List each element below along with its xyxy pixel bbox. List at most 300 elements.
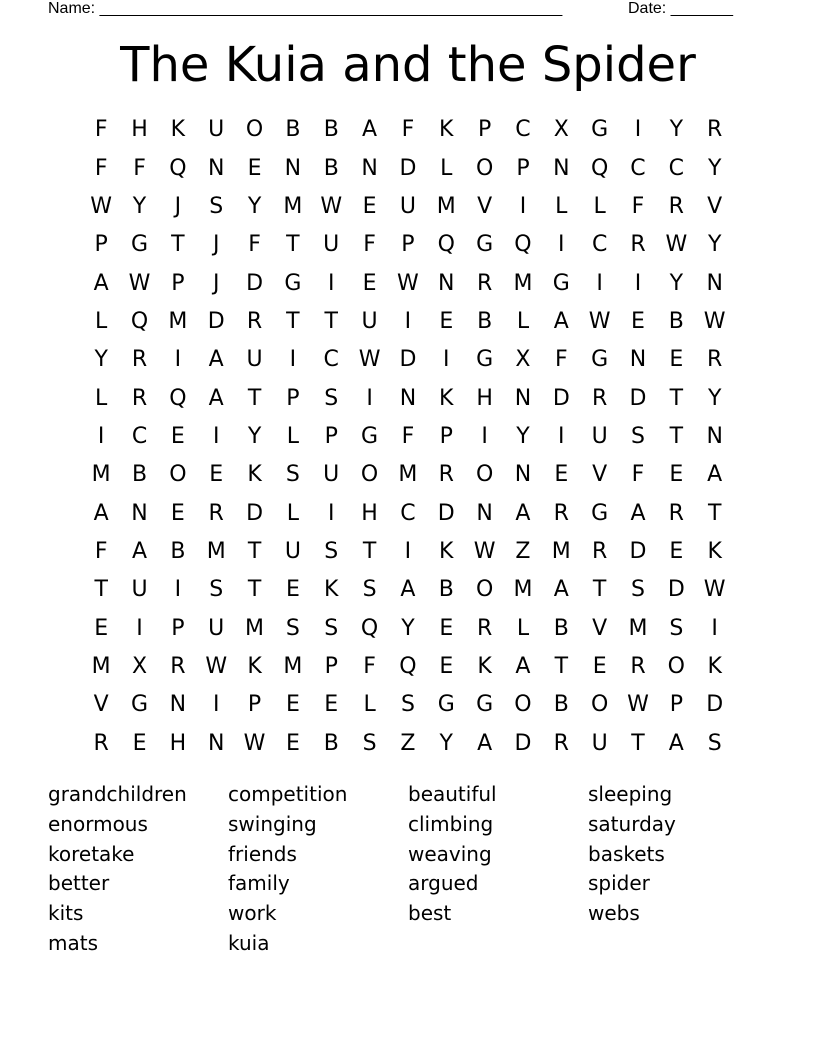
grid-letter: U (323, 232, 340, 258)
grid-letter: C (323, 347, 339, 373)
grid-letter: W (358, 347, 381, 373)
grid-letter: P (171, 270, 185, 296)
grid-letter: D (437, 500, 455, 526)
grid-row (82, 149, 734, 187)
grid-letter: Y (516, 423, 530, 449)
word-list (48, 780, 768, 959)
word-list-item: grandchildren (48, 782, 187, 806)
grid-letter: S (324, 385, 339, 411)
grid-letter: T (286, 308, 300, 334)
grid-letter: S (362, 730, 377, 756)
grid-letter: L (286, 423, 300, 449)
grid-letter: N (514, 462, 532, 488)
name-field-label: Name: ____________________________________________________ (48, 0, 563, 17)
grid-letter: P (94, 232, 108, 258)
word-list-item: webs (588, 901, 640, 926)
name-date-line (48, 0, 748, 18)
grid-letter: D (246, 500, 264, 526)
grid-letter: G (437, 692, 455, 718)
page-title: The Kuia and the Spider (120, 37, 696, 93)
grid-letter: T (247, 577, 262, 603)
grid-letter: G (130, 692, 149, 718)
grid-letter: W (588, 308, 611, 334)
grid-letter: K (439, 385, 454, 411)
grid-letter: A (553, 308, 569, 334)
grid-letter: F (133, 155, 146, 181)
grid-letter: N (399, 385, 417, 411)
grid-letter: T (247, 538, 262, 564)
grid-letter: Y (401, 615, 415, 641)
grid-letter: N (706, 270, 723, 296)
grid-letter: R (208, 500, 224, 526)
word-list-item: spider (588, 871, 650, 896)
grid-letter: N (131, 500, 148, 526)
grid-letter: Q (360, 615, 379, 641)
grid-letter: E (285, 730, 300, 756)
grid-letter: I (404, 538, 412, 564)
grid-letter: M (206, 538, 226, 564)
word-list-item: baskets (588, 841, 665, 866)
grid-letter: R (131, 347, 148, 373)
grid-letter: T (94, 577, 108, 603)
grid-letter: M (628, 615, 648, 641)
grid-letter: I (289, 347, 297, 373)
grid-letter: L (95, 385, 108, 411)
grid-letter: R (707, 347, 723, 373)
grid-letter: R (630, 232, 646, 258)
grid-letter: A (707, 462, 723, 488)
grid-letter: D (667, 577, 685, 603)
grid-letter: M (91, 653, 111, 679)
grid-letter: T (592, 577, 607, 603)
grid-letter: K (247, 653, 262, 679)
grid-letter: H (169, 730, 187, 756)
grid-row (82, 456, 734, 494)
grid-letter: B (477, 308, 493, 334)
grid-letter: I (404, 308, 412, 334)
grid-letter: B (323, 730, 339, 756)
grid-letter: Q (399, 653, 417, 679)
grid-letter: G (591, 117, 609, 143)
grid-letter: W (703, 577, 726, 603)
date-field-label: Date: _______ (628, 0, 733, 17)
grid-letter: K (439, 538, 454, 564)
grid-letter: K (707, 653, 722, 679)
grid-letter: F (94, 117, 108, 143)
grid-letter: E (94, 615, 109, 641)
grid-letter: N (207, 155, 225, 181)
grid-letter: U (208, 615, 225, 641)
grid-letter: L (363, 692, 376, 718)
grid-letter: E (209, 462, 224, 488)
grid-letter: G (591, 347, 609, 373)
grid-letter: Q (169, 385, 187, 411)
grid-letter: D (399, 347, 417, 373)
grid-letter: A (400, 577, 416, 603)
grid-letter: Q (169, 155, 187, 181)
grid-letter: U (323, 462, 340, 488)
grid-letter: T (171, 232, 185, 258)
grid-letter: C (668, 155, 685, 181)
grid-letter: E (669, 538, 684, 564)
grid-row (82, 571, 734, 609)
grid-letter: J (212, 232, 220, 258)
grid-letter: A (477, 730, 493, 756)
grid-letter: U (246, 347, 263, 373)
grid-row (82, 379, 734, 417)
grid-letter: P (171, 615, 185, 641)
grid-letter: L (516, 308, 530, 334)
grid-letter: B (323, 117, 339, 143)
grid-letter: I (174, 577, 182, 603)
grid-letter: A (208, 385, 224, 411)
grid-letter: S (209, 577, 224, 603)
grid-letter: U (284, 538, 301, 564)
grid-letter: R (476, 270, 493, 296)
grid-letter: P (477, 117, 492, 143)
grid-letter: S (324, 538, 339, 564)
grid-letter: R (246, 308, 263, 334)
grid-letter: T (324, 308, 338, 334)
word-list-item: better (48, 871, 110, 896)
grid-letter: L (95, 308, 108, 334)
grid-letter: I (212, 692, 220, 718)
grid-letter: W (320, 193, 343, 219)
grid-letter: I (212, 423, 220, 449)
grid-letter: D (629, 385, 647, 411)
grid-letter: C (591, 232, 608, 258)
grid-letter: E (362, 270, 377, 296)
grid-letter: E (439, 308, 454, 334)
grid-letter: A (93, 270, 109, 296)
grid-letter: I (558, 423, 565, 449)
grid-row (82, 418, 734, 456)
grid-letter: Y (439, 730, 453, 756)
grid-letter: I (634, 270, 642, 296)
grid-letter: R (668, 193, 684, 219)
word-list-item: family (228, 871, 290, 896)
grid-letter: Y (247, 423, 262, 449)
grid-letter: A (93, 500, 109, 526)
grid-letter: P (324, 653, 338, 679)
grid-letter: N (706, 423, 723, 449)
grid-letter: I (711, 615, 718, 641)
grid-letter: R (630, 653, 646, 679)
grid-letter: R (553, 730, 569, 756)
grid-letter: S (209, 193, 224, 219)
grid-letter: E (554, 462, 569, 488)
grid-letter: A (668, 730, 684, 756)
grid-letter: P (669, 692, 683, 718)
grid-letter: Y (707, 155, 722, 181)
grid-letter: V (592, 615, 608, 641)
grid-letter: I (174, 347, 182, 373)
grid-letter: F (94, 538, 108, 564)
grid-row (82, 725, 734, 763)
grid-letter: O (514, 692, 532, 718)
grid-letter: G (130, 232, 149, 258)
grid-letter: N (629, 347, 647, 373)
grid-letter: E (132, 730, 147, 756)
grid-letter: D (552, 385, 570, 411)
grid-letter: A (362, 117, 378, 143)
grid-letter: W (473, 538, 496, 564)
grid-letter: E (439, 615, 454, 641)
grid-letter: M (283, 193, 303, 219)
grid-letter: N (514, 385, 532, 411)
grid-letter: S (362, 577, 377, 603)
grid-letter: Y (132, 193, 147, 219)
grid-letter: D (629, 538, 647, 564)
grid-letter: T (669, 385, 684, 411)
grid-letter: F (631, 193, 645, 219)
grid-letter: A (553, 577, 569, 603)
word-list-item: sleeping (588, 782, 673, 806)
grid-letter: I (443, 347, 450, 373)
grid-letter: S (324, 615, 339, 641)
grid-letter: I (634, 117, 642, 143)
grid-letter: L (555, 193, 568, 219)
word-list-item: competition (228, 782, 348, 806)
grid-letter: M (245, 615, 265, 641)
grid-letter: F (401, 117, 415, 143)
grid-letter: K (707, 538, 722, 564)
grid-row (82, 341, 734, 379)
grid-letter: A (131, 538, 148, 564)
grid-letter: I (327, 500, 335, 526)
grid-letter: K (477, 653, 492, 679)
grid-letter: P (439, 423, 453, 449)
word-list-item: kits (48, 901, 84, 926)
grid-letter: D (514, 730, 532, 756)
grid-letter: E (631, 308, 645, 334)
grid-row (82, 111, 734, 149)
grid-letter: D (399, 155, 417, 181)
grid-letter: M (398, 462, 418, 488)
grid-letter: R (93, 730, 109, 756)
grid-letter: G (552, 270, 570, 296)
grid-letter: M (91, 462, 111, 488)
grid-letter: Q (130, 308, 149, 334)
word-list-item: argued (408, 871, 479, 896)
grid-letter: E (170, 500, 185, 526)
grid-letter: T (362, 538, 377, 564)
word-list-item: saturday (588, 811, 676, 836)
grid-letter: E (669, 347, 684, 373)
grid-letter: E (285, 577, 300, 603)
grid-letter: T (554, 653, 569, 679)
grid-letter: N (476, 500, 493, 526)
grid-letter: X (553, 117, 569, 143)
grid-letter: I (558, 232, 565, 258)
grid-row (82, 303, 734, 341)
grid-letter: U (361, 308, 378, 334)
grid-letter: L (516, 615, 530, 641)
grid-letter: S (707, 730, 722, 756)
grid-letter: T (707, 500, 722, 526)
word-list-item: work (228, 901, 277, 926)
grid-letter: E (285, 692, 300, 718)
grid-letter: B (323, 155, 339, 181)
grid-letter: S (631, 423, 645, 449)
grid-letter: U (591, 423, 608, 449)
grid-letter: T (286, 232, 300, 258)
grid-letter: S (285, 462, 300, 488)
grid-letter: R (668, 500, 684, 526)
grid-letter: F (248, 232, 261, 258)
word-list-item: climbing (408, 811, 494, 836)
grid-letter: V (93, 692, 109, 718)
grid-letter: B (553, 692, 569, 718)
grid-letter: G (284, 270, 302, 296)
grid-letter: B (553, 615, 569, 641)
grid-letter: A (515, 653, 531, 679)
grid-letter: Y (707, 385, 722, 411)
grid-letter: H (361, 500, 378, 526)
grid-letter: L (440, 155, 453, 181)
grid-row (82, 188, 734, 226)
grid-letter: A (630, 500, 646, 526)
grid-letter: S (400, 692, 415, 718)
grid-letter: R (438, 462, 454, 488)
grid-letter: I (481, 423, 488, 449)
grid-letter: B (668, 308, 684, 334)
grid-letter: G (476, 232, 494, 258)
grid-letter: U (131, 577, 148, 603)
grid-letter: U (208, 117, 225, 143)
grid-letter: Z (400, 730, 416, 756)
grid-letter: I (519, 193, 527, 219)
grid-letter: R (591, 538, 608, 564)
grid-letter: N (169, 692, 187, 718)
grid-letter: F (363, 232, 376, 258)
grid-letter: E (362, 193, 377, 219)
grid-letter: I (97, 423, 105, 449)
grid-letter: T (247, 385, 262, 411)
grid-letter: W (128, 270, 151, 296)
grid-letter: N (438, 270, 455, 296)
grid-letter: I (596, 270, 603, 296)
grid-letter: K (170, 117, 186, 143)
grid-letter: F (363, 653, 376, 679)
grid-letter: I (366, 385, 373, 411)
grid-letter: I (327, 270, 335, 296)
grid-letter: C (400, 500, 416, 526)
grid-letter: C (515, 117, 531, 143)
grid-letter: W (90, 193, 113, 219)
grid-row (82, 533, 734, 571)
grid-letter: O (667, 653, 685, 679)
word-list-item: friends (228, 841, 297, 866)
grid-letter: J (174, 193, 182, 219)
grid-letter: R (553, 500, 569, 526)
grid-letter: Y (669, 270, 684, 296)
grid-letter: M (168, 308, 188, 334)
word-list-item: beautiful (408, 782, 497, 806)
grid-letter: K (324, 577, 339, 603)
grid-letter: O (590, 692, 609, 718)
grid-row (82, 609, 734, 647)
grid-letter: C (131, 423, 148, 449)
grid-letter: W (703, 308, 726, 334)
grid-letter: P (286, 385, 300, 411)
grid-letter: B (285, 117, 301, 143)
grid-letter: Y (707, 232, 722, 258)
grid-letter: O (360, 462, 379, 488)
grid-letter: M (283, 653, 303, 679)
grid-letter: R (591, 385, 608, 411)
grid-letter: N (207, 730, 225, 756)
grid-letter: R (131, 385, 148, 411)
grid-letter: Q (514, 232, 532, 258)
grid-letter: C (630, 155, 646, 181)
grid-letter: R (707, 117, 723, 143)
grid-letter: A (515, 500, 531, 526)
grid-letter: W (665, 232, 688, 258)
grid-letter: T (631, 730, 645, 756)
grid-letter: A (208, 347, 224, 373)
grid-letter: S (669, 615, 684, 641)
grid-letter: U (591, 730, 608, 756)
grid-letter: G (476, 347, 494, 373)
word-list-item: swinging (228, 811, 317, 836)
grid-letter: F (401, 423, 415, 449)
grid-letter: D (207, 308, 225, 334)
grid-letter: D (246, 270, 264, 296)
grid-letter: Y (247, 193, 262, 219)
grid-letter: K (247, 462, 262, 488)
grid-letter: F (631, 462, 645, 488)
grid-letter: E (669, 462, 684, 488)
grid-letter: N (284, 155, 302, 181)
grid-letter: W (205, 653, 228, 679)
grid-letter: O (169, 462, 187, 488)
grid-letter: L (593, 193, 606, 219)
grid-letter: W (397, 270, 419, 296)
grid-letter: O (245, 117, 264, 143)
grid-letter: N (553, 155, 570, 181)
grid-letter: M (513, 270, 533, 296)
grid-letter: N (361, 155, 378, 181)
grid-letter: U (399, 193, 416, 219)
grid-letter: E (170, 423, 185, 449)
grid-letter: G (476, 692, 494, 718)
grid-letter: K (439, 117, 454, 143)
grid-letter: I (136, 615, 143, 641)
grid-letter: P (324, 423, 338, 449)
grid-letter: L (286, 500, 300, 526)
grid-letter: G (591, 500, 609, 526)
grid-letter: E (439, 653, 454, 679)
grid-letter: M (513, 577, 533, 603)
word-list-item: weaving (408, 841, 492, 866)
grid-letter: R (476, 615, 493, 641)
grid-letter: V (592, 462, 608, 488)
word-list-item: kuia (228, 930, 270, 955)
grid-letter: G (361, 423, 379, 449)
grid-letter: S (631, 577, 645, 603)
grid-letter: P (516, 155, 530, 181)
grid-letter: S (285, 615, 300, 641)
grid-letter: R (170, 653, 186, 679)
grid-letter: B (170, 538, 186, 564)
grid-letter: Y (94, 347, 108, 373)
grid-letter: Z (515, 538, 531, 564)
grid-letter: W (243, 730, 266, 756)
grid-letter: B (131, 462, 148, 488)
grid-letter: B (438, 577, 454, 603)
grid-letter: T (669, 423, 684, 449)
